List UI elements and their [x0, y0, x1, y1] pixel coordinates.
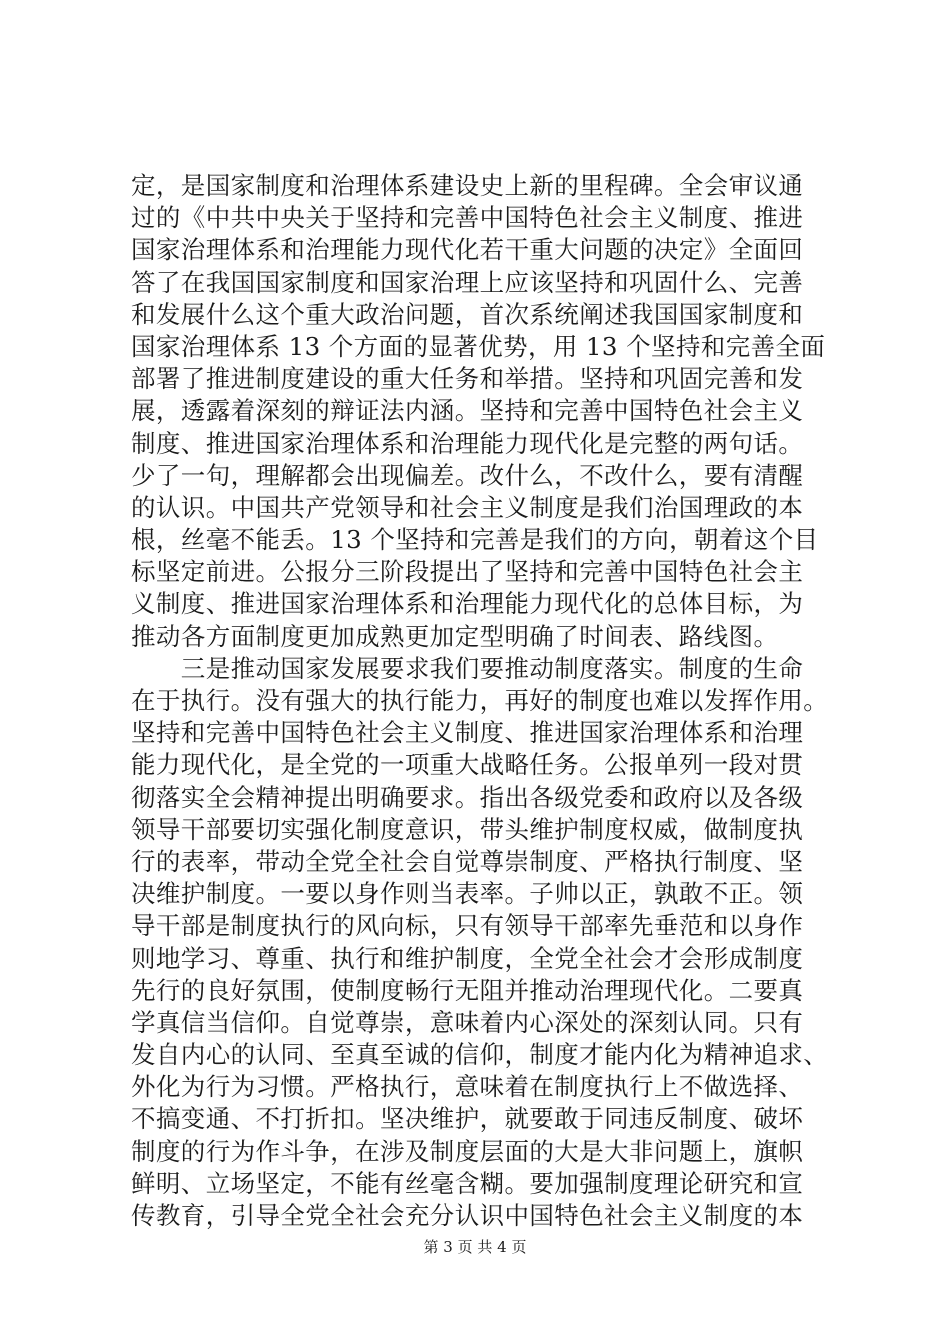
text-line: 的认识。中国共产党领导和社会主义制度是我们治国理政的本: [131, 492, 804, 522]
text-line: 国家治理体系 13 个方面的显著优势，用 13 个坚持和完善全面: [131, 331, 826, 361]
text-line: 在于执行。没有强大的执行能力，再好的制度也难以发挥作用。: [131, 686, 829, 715]
text-line: 国家治理体系和治理能力现代化若干重大问题的决定》全面回: [131, 235, 804, 265]
text-line: 学真信当信仰。自觉尊崇，意味着内心深处的深刻认同。只有: [131, 1007, 804, 1037]
text-line: 制度、推进国家治理体系和治理能力现代化是完整的两句话。: [131, 428, 804, 458]
page-footer: [0, 1237, 950, 1257]
text-line: 能力现代化，是全党的一项重大战略任务。公报单列一段对贯: [131, 750, 804, 780]
text-line: 过的《中共中央关于坚持和完善中国特色社会主义制度、推进: [131, 203, 804, 233]
page-number-label: 第 3 页 共 4 页: [423, 1238, 527, 1256]
text-line: 答了在我国国家制度和国家治理上应该坚持和巩固什么、完善: [131, 267, 804, 297]
text-line: 坚持和完善中国特色社会主义制度、推进国家治理体系和治理: [131, 718, 804, 748]
text-line: 少了一句，理解都会出现偏差。改什么，不改什么，要有清醒: [131, 460, 804, 490]
text-line: 不搞变通、不打折扣。坚决维护，就要敢于同违反制度、破坏: [131, 1104, 804, 1134]
text-line: 传教育，引导全党全社会充分认识中国特色社会主义制度的本: [131, 1201, 804, 1230]
text-line: 义制度、推进国家治理体系和治理能力现代化的总体目标，为: [131, 589, 804, 619]
text-line: 展，透露着深刻的辩证法内涵。坚持和完善中国特色社会主义: [131, 396, 804, 426]
text-line: 制度的行为作斗争，在涉及制度层面的大是大非问题上，旗帜: [131, 1136, 804, 1166]
text-line: 鲜明、立场坚定，不能有丝毫含糊。要加强制度理论研究和宣: [131, 1168, 804, 1198]
text-line: 和发展什么这个重大政治问题，首次系统阐述我国国家制度和: [131, 299, 804, 329]
text-line: 标坚定前进。公报分三阶段提出了坚持和完善中国特色社会主: [131, 557, 804, 587]
text-line: 决维护制度。一要以身作则当表率。子帅以正，孰敢不正。领: [131, 879, 804, 909]
text-line: 外化为行为习惯。严格执行，意味着在制度执行上不做选择、: [131, 1072, 804, 1102]
text-line: 导干部是制度执行的风向标，只有领导干部率先垂范和以身作: [131, 911, 804, 941]
text-line: 推动各方面制度更加成熟更加定型明确了时间表、路线图。: [131, 621, 779, 651]
text-line: 定，是国家制度和治理体系建设史上新的里程碑。全会审议通: [131, 171, 804, 200]
paragraph-start-line: 三是推动国家发展要求我们要推动制度落实。制度的生命: [131, 653, 804, 683]
text-line: 领导干部要切实强化制度意识，带头维护制度权威，做制度执: [131, 814, 804, 844]
text-line: 发自内心的认同、至真至诚的信仰，制度才能内化为精神追求、: [131, 1040, 829, 1070]
text-line: 根，丝毫不能丢。13 个坚持和完善是我们的方向，朝着这个目: [131, 525, 819, 555]
document-body: [131, 170, 851, 1232]
text-line: 彻落实全会精神提出明确要求。指出各级党委和政府以及各级: [131, 782, 804, 812]
text-line: 部署了推进制度建设的重大任务和举措。坚持和巩固完善和发: [131, 364, 804, 394]
text-line: 先行的良好氛围，使制度畅行无阻并推动治理现代化。二要真: [131, 975, 804, 1005]
text-line: 行的表率，带动全党全社会自觉尊崇制度、严格执行制度、坚: [131, 846, 804, 876]
text-line: 则地学习、尊重、执行和维护制度，全党全社会才会形成制度: [131, 943, 804, 973]
